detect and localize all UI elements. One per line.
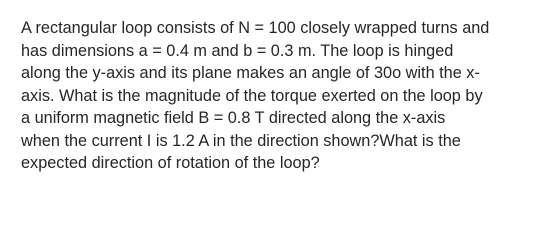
question-line-6: when the current I is 1.2 A in the direction shown?What is the	[21, 131, 461, 150]
question-text	[21, 17, 549, 175]
question-line-7: expected direction of rotation of the loop?	[21, 154, 320, 172]
question-line-5: a uniform magnetic field B = 0.8 T directed along the x-axis	[21, 109, 446, 127]
question-line-2: has dimensions a = 0.4 m and b = 0.3 m. The loop is hinged	[21, 41, 454, 60]
question-line-1: A rectangular loop consists of N = 100 closely wrapped turns and	[21, 19, 490, 37]
question-line-4: axis. What is the magnitude of the torque exerted on the loop by	[21, 86, 483, 105]
question-line-3: along the y-axis and its plane makes an angle of 30o with the x-	[21, 64, 480, 82]
